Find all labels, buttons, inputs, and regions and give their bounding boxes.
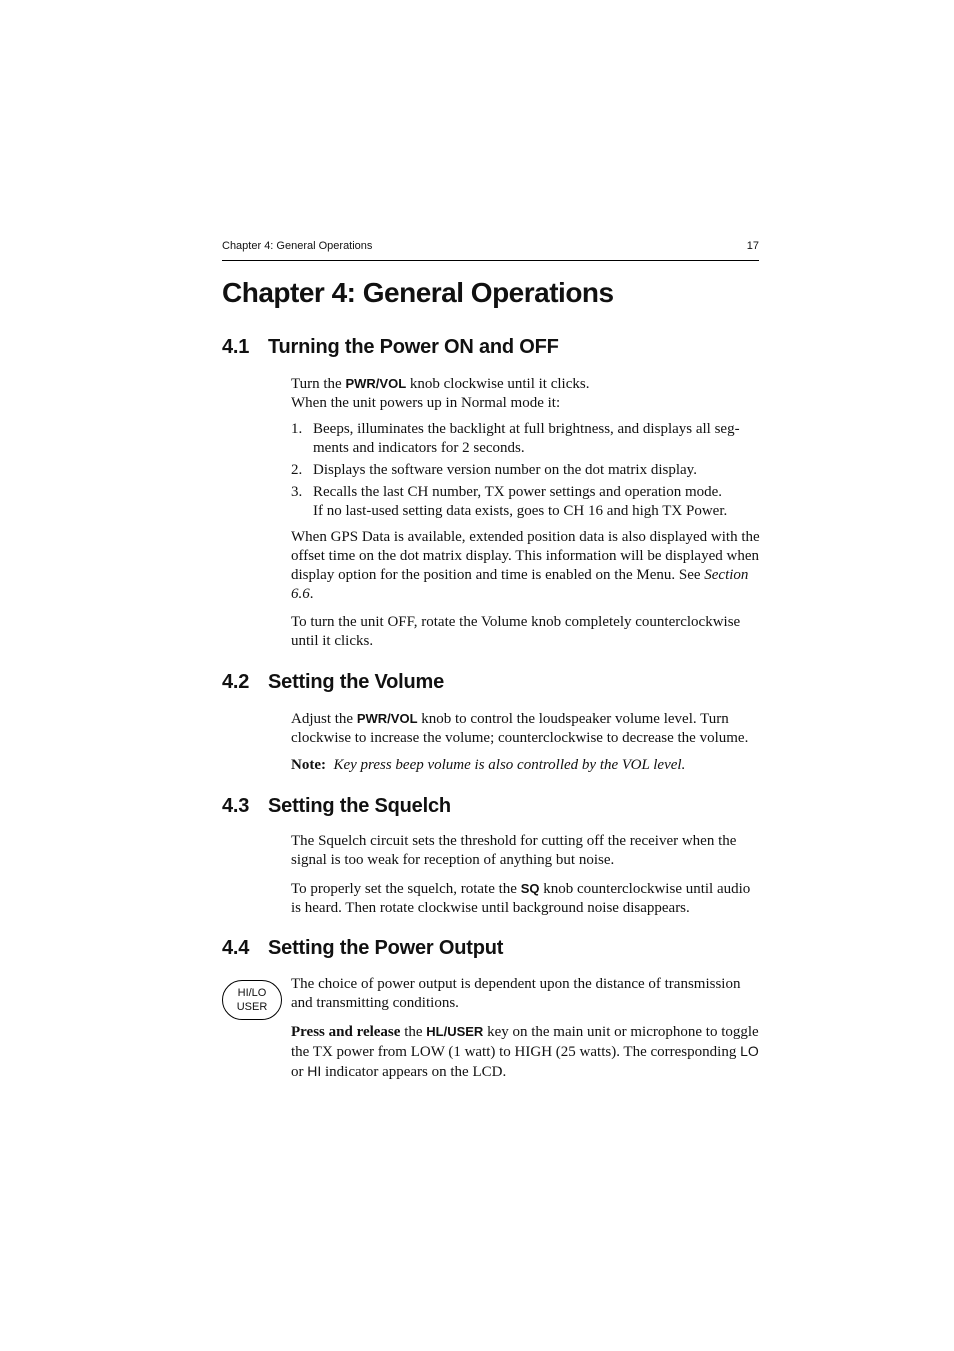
running-header	[222, 238, 759, 261]
text: .	[309, 586, 314, 602]
item-text: If no last-used setting data exists, goes to CH 16 and high TX Power.	[313, 503, 728, 519]
item-number: 2.	[291, 462, 303, 478]
text: the	[400, 1024, 427, 1040]
section-heading-4-4	[222, 937, 503, 960]
text: knob to control the loudspeaker volume level. Turn clockwise to increase the volume; counterclockwise to decrease the volume.	[291, 711, 749, 746]
section-number: 4.1	[222, 336, 250, 358]
text: key on the main unit or microphone to toggle the TX power from LOW (1 watt) to HIGH (25 watts). The corresponding	[291, 1024, 759, 1060]
section-reference: Section 6.6	[291, 567, 749, 602]
list-item	[291, 461, 761, 480]
lcd-indicator: LO	[740, 1043, 759, 1059]
icon-label: USER	[236, 1001, 268, 1013]
section-number: 4.2	[222, 671, 250, 693]
header-chapter: Chapter 4: General Operations	[222, 240, 373, 252]
paragraph: To turn the unit OFF, rotate the Volume knob completely counterclockwise until it clicks.	[291, 614, 741, 649]
note-label: Note:	[291, 757, 326, 773]
section-heading-4-3	[222, 795, 451, 818]
hi-lo-user-key-icon	[222, 980, 282, 1020]
paragraph: The choice of power output is dependent upon the distance of transmission and transmitting conditions.	[291, 976, 741, 1011]
text: Turn the	[291, 376, 346, 392]
paragraph	[291, 374, 761, 413]
paragraph	[291, 709, 761, 748]
section-title: Turning the Power ON and OFF	[268, 336, 559, 358]
section-heading-4-2	[222, 671, 444, 694]
text: To properly set the squelch, rotate the	[291, 881, 521, 897]
icon-label: HI/LO	[237, 987, 267, 999]
list-item	[291, 483, 761, 521]
section-title: Setting the Volume	[268, 671, 445, 693]
note-text: Key press beep volume is also controlled by the VOL level.	[333, 757, 686, 773]
section-number: 4.4	[222, 937, 250, 959]
section-number: 4.3	[222, 795, 250, 817]
text: When GPS Data is available, extended position data is also displayed with the offset time on the dot matrix display. This information will be displayed when display option for the position and time is enabled on the Menu. See	[291, 529, 760, 583]
numbered-list	[291, 420, 761, 524]
lcd-indicator: HI	[307, 1063, 322, 1079]
section-title: Setting the Squelch	[268, 795, 451, 817]
item-text: Recalls the last CH number, TX power settings and operation mode.	[313, 484, 723, 500]
text: indicator appears on the LCD.	[321, 1064, 507, 1080]
item-text: Displays the software version number on the dot matrix display.	[313, 462, 697, 478]
key-name: SQ	[520, 881, 540, 896]
item-text: Beeps, illuminates the backlight at full brightness, and displays all seg-ments and indicators for 2 seconds.	[313, 421, 740, 456]
text: knob counterclockwise until audio is heard. Then rotate clockwise until background noise disappears.	[291, 881, 751, 916]
paragraph	[291, 1022, 761, 1082]
chapter-title: Chapter 4: General Operations	[222, 277, 614, 308]
item-number: 1.	[291, 421, 303, 437]
text: Adjust the	[291, 711, 357, 727]
bold-text: Press and release	[291, 1024, 401, 1040]
text: knob clockwise until it clicks.	[406, 376, 590, 392]
section-title: Setting the Power Output	[268, 937, 504, 959]
section-heading-4-1	[222, 336, 559, 359]
list-item	[291, 420, 761, 458]
key-name: HL/USER	[426, 1024, 484, 1039]
item-number: 3.	[291, 484, 303, 500]
paragraph	[291, 528, 761, 604]
paragraph: The Squelch circuit sets the threshold for cutting off the receiver when the signal is too weak for reception of anything but noise.	[291, 833, 737, 868]
key-name: PWR/VOL	[345, 376, 407, 391]
text: or	[291, 1064, 308, 1080]
paragraph	[291, 879, 761, 918]
key-name: PWR/VOL	[356, 711, 418, 726]
page-number: 17	[746, 240, 759, 252]
text: When the unit powers up in Normal mode it:	[291, 395, 561, 411]
note	[291, 756, 761, 775]
